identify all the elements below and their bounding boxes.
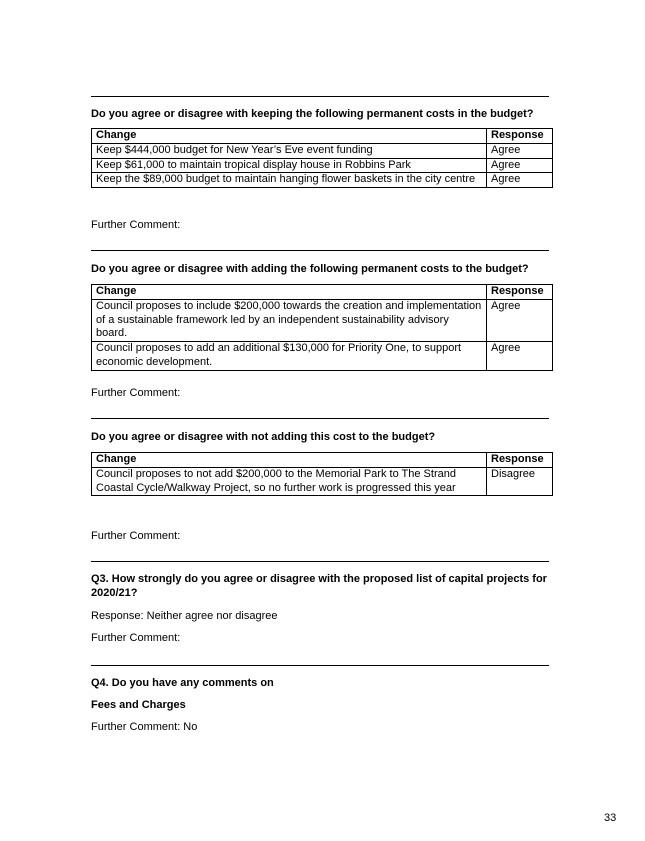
change-cell: Keep $444,000 budget for New Year’s Eve event funding [92, 143, 487, 158]
table-row [92, 143, 553, 158]
header-response: Response [487, 453, 553, 468]
table-row [92, 467, 553, 496]
further-comment-label: Further Comment: [91, 219, 181, 231]
further-comment-label: Further Comment: [91, 632, 181, 644]
response-cell: Agree [487, 173, 553, 188]
change-cell: Council proposes to include $200,000 towards the creation and implementation of a sustainable framework led by an independent sustainability advisory board. [92, 299, 487, 341]
change-cell: Keep $61,000 to maintain tropical display house in Robbins Park [92, 158, 487, 173]
question-q4: Q4. Do you have any comments on [91, 677, 274, 689]
change-cell: Keep the $89,000 budget to maintain hanging flower baskets in the city centre [92, 173, 487, 188]
further-comment-label: Further Comment: [91, 387, 181, 399]
further-comment-label: Further Comment: [91, 530, 181, 542]
table-row [92, 299, 553, 341]
table-header-row [92, 453, 553, 468]
table-header-row [92, 285, 553, 300]
divider-rule [91, 665, 549, 666]
keep-costs-table [91, 128, 553, 188]
table-row [92, 158, 553, 173]
response-cell: Agree [487, 158, 553, 173]
divider-rule [91, 418, 549, 419]
header-change: Change [92, 453, 487, 468]
divider-rule [91, 561, 549, 562]
question-not-adding-cost: Do you agree or disagree with not adding this cost to the budget? [91, 431, 436, 443]
table-row [92, 173, 553, 188]
divider-rule [91, 96, 549, 97]
table-header-row [92, 129, 553, 144]
divider-rule [91, 250, 549, 251]
change-cell: Council proposes to not add $200,000 to the Memorial Park to The Strand Coastal Cycle/Walkway Project, so no further work is progressed this year [92, 467, 487, 496]
q4-subheading: Fees and Charges [91, 699, 186, 711]
q4-further-comment: Further Comment: No [91, 721, 198, 733]
response-cell: Agree [487, 342, 553, 371]
add-costs-table [91, 284, 553, 371]
response-cell: Agree [487, 143, 553, 158]
response-cell: Disagree [487, 467, 553, 496]
question-keep-costs: Do you agree or disagree with keeping the following permanent costs in the budget? [91, 108, 534, 120]
table-row [92, 342, 553, 371]
response-cell: Agree [487, 299, 553, 341]
header-response: Response [487, 129, 553, 144]
change-cell: Council proposes to add an additional $130,000 for Priority One, to support economic development. [92, 342, 487, 371]
header-change: Change [92, 129, 487, 144]
q3-response: Response: Neither agree nor disagree [91, 610, 278, 622]
page-number: 33 [604, 812, 617, 824]
question-add-costs: Do you agree or disagree with adding the following permanent costs to the budget? [91, 263, 529, 275]
header-response: Response [487, 285, 553, 300]
question-q3: Q3. How strongly do you agree or disagree with the proposed list of capital projects for 2020/21? [91, 573, 547, 599]
header-change: Change [92, 285, 487, 300]
not-adding-cost-table [91, 452, 553, 496]
